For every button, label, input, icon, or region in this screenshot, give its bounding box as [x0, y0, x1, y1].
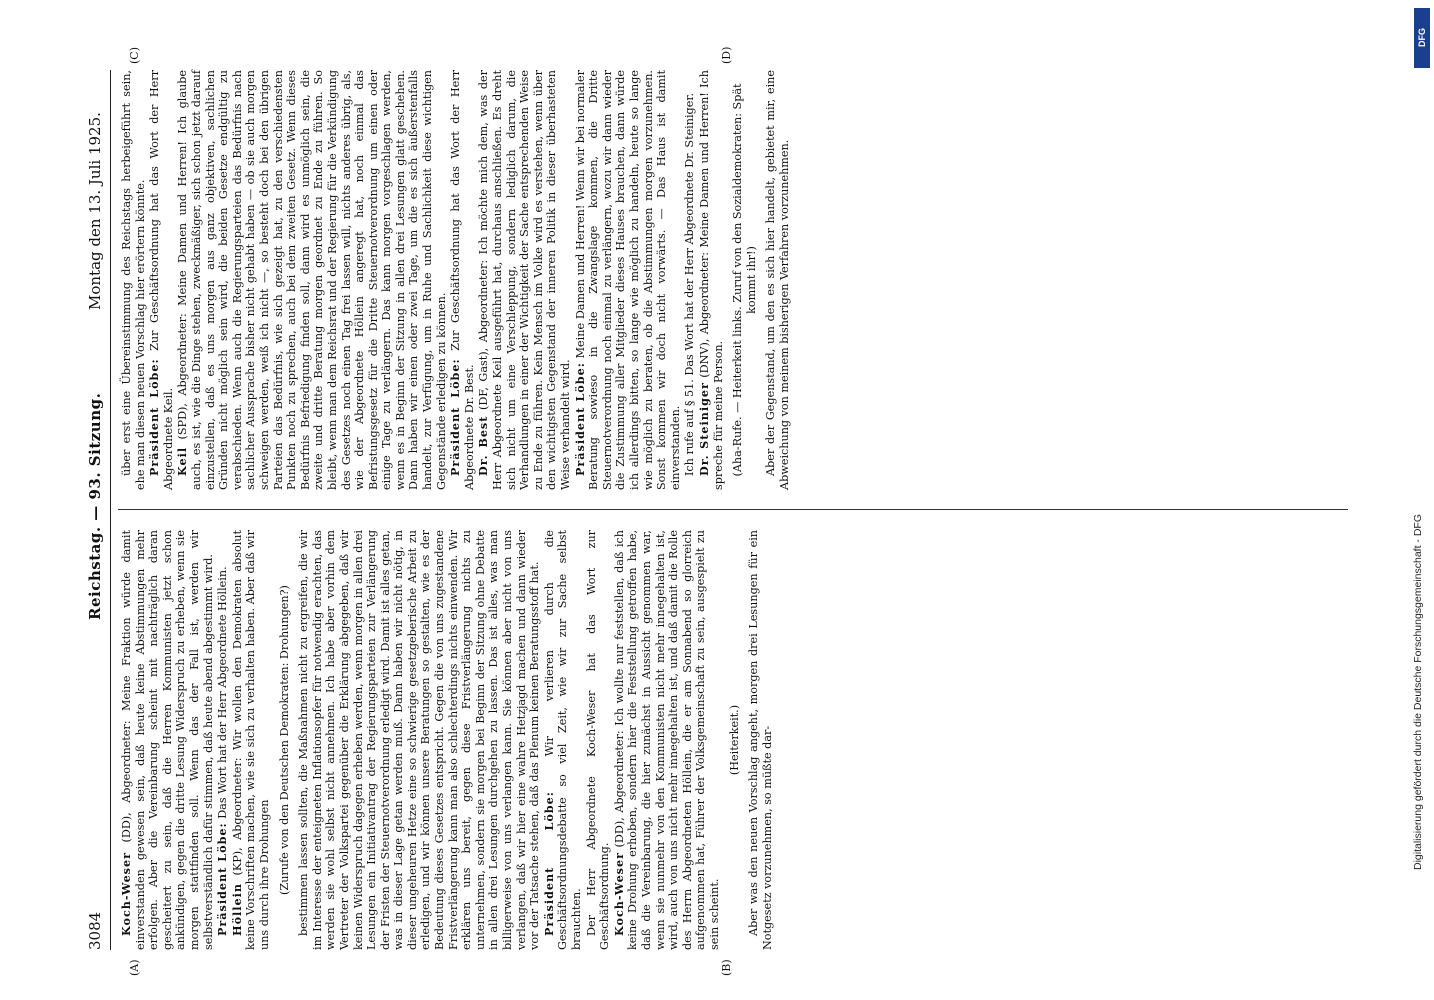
speech-text: Aber was den neuen Vorschlag angeht, morgen drei Lesungen für ein Notgesetz vorzunehmen, so müßte dar-: [747, 530, 774, 950]
speaker-name: Präsident Löbe:: [147, 358, 162, 476]
paragraph: [613, 530, 722, 950]
paragraph: [231, 530, 272, 950]
speech-text: (SPD), Abgeordneter: Meine Damen und Herren! Ich glaube auch, es ist, wie die Dinge stehen, zweckmäßiger, sich schon jetzt darauf einzustellen, daß es uns morgen aus ganz objektiven, sachlichen Gründen nicht möglich sein wird, die beiden Gesetze endgültig zu verabschieden. Wenn auch die Regierungsparteien das Bedürfnis nach sachlicher Aussprache bisher nicht gehabt haben — ob sie auch morgen schweigen werden, weiß ich nicht —, so besteht doch bei den übrigen Parteien das Bedürfnis, wie sich gezeigt hat, zu den verschiedensten Punkten noch zu sprechen, auch bei dem zweiten Gesetz. Wenn dieses Bedürfnis Befriedigung finden soll, dann wird es unmöglich sein, die zweite und dritte Beratung morgen geordnet zu Ende zu führen. So bleibt, wenn man dem Reichsrat und der Regierung für die Verkündigung des Gesetzes noch einen Tag frei lassen will, nichts anderes übrig, als, wie der Abgeordnete Höllein angeregt hat, noch einmal das Befristungsgesetz für die Dritte Steuernotverordnung um einen oder einige Tage zu verlängern. Das kann morgen vorgeschlagen werden, wenn es in Beginn der Sitzung in allen drei Lesungen glatt geschehen. Dann haben wir einen oder zwei Tage, um die es sich äußerstenfalls handelt, zur Verfügung, um in Ruhe und Sachlichkeit diese wichtigen Gegenstände erledigen zu können.: [176, 70, 448, 490]
speech-text: (DNV), Abgeordneter: Meine Damen und Herren! Ich spreche für meine Person.: [697, 70, 725, 490]
speech-text: Zur Geschäftsordnung hat das Wort der Herr Abgeordnete Keil.: [148, 70, 175, 490]
speech-text: über erst eine Übereinstimmung des Reichstags herbeigeführt sein, ehe man diesen neuen Vorschlag hier erörtern könnte.: [120, 70, 147, 490]
session-title: Reichstag. — 93. Sitzung.: [86, 392, 104, 620]
speech-text: Der Herr Abgeordnete Koch-Weser hat das Wort zur Geschäftsordnung.: [584, 530, 612, 950]
column-divider: [118, 509, 1348, 510]
paragraph: [120, 530, 215, 950]
speech-text: (DD), Abgeordneter: Ich wollte nur feststellen, daß ich keine Drohung erhoben, sondern hier die Feststellung getroffen habe, daß die Vereinbarung, die hier zunächst in Aussicht genommen war, wenn sie nunmehr von den Kommunisten nicht mehr innegehalten ist, wird, auch von uns nicht mehr innegehalten ist, und daß damit die Rolle des Herrn Abgeordneten Höllein, die er am Sonnabend so glorreich aufgenommen hat, Führer der Volksgemeinschaft zu sein, ausgespielt zu sein scheint.: [612, 530, 721, 950]
funding-note: Digitalisierung gefördert durch die Deutsche Forschungsgemeinschaft - DFG: [1412, 513, 1424, 870]
paragraph: [747, 530, 774, 950]
speech-text: (DF, Gast), Abgeordneter: Ich möchte mich dem, was der Herr Abgeordnete Keil ausgeführt hat, durchaus anschließen. Es dreht sich nicht um eine Verschleppung, sondern lediglich darum, die Verhandlungen in einer der Wichtigkeit der Sache entsprechenden Weise zu Ende zu führen. Kein Mensch im Volke wird es verstehen, wenn über den wichtigsten Gegenstand der inneren Politik in dieser überhasteten Weise verhandelt wird.: [477, 70, 572, 490]
speaker-name: Dr. Best: [476, 415, 491, 476]
speaker-name: Präsident Löbe:: [541, 791, 556, 936]
funding-strip: [1408, 0, 1434, 1000]
interjection: (Aha-Rufe. — Heiterkeit links. Zuruf von den Sozialdemokraten: Spät kommt ihr!): [731, 83, 758, 477]
speaker-name: Koch-Weser: [611, 852, 626, 936]
right-column: [120, 70, 793, 490]
paragraph: [449, 70, 476, 490]
speech-text: Aber der Gegenstand, um den es sich hier handelt, gebietet mir, eine Abweichung von meinem bisherigen Verfahren vorzunehmen.: [764, 70, 791, 490]
speaker-name: Präsident Löbe:: [215, 822, 230, 936]
speaker-name: Dr. Steiniger: [696, 382, 711, 476]
page-header: [80, 70, 111, 950]
paragraph: [477, 70, 572, 490]
speech-text: (DD), Abgeordneter: Meine Fraktion würde damit einverstanden gewesen sein, daß heute keine Abstimmungen mehr erfolgen. Aber die Vereinbarung scheint mit nachträglich daran gescheitert zu sein, daß die Herren Kommunisten jetzt schon ankündigen, gegen die dritte Lesung Widerspruch zu erheben, wenn sie morgen stattfinden soll. Wenn das der Fall ist, werden wir selbstverständlich dafür stimmen, daß heute abend abgestimmt wird.: [120, 530, 215, 950]
margin-mark-d: (D): [720, 46, 733, 64]
speaker-name: Präsident Löbe:: [448, 358, 463, 476]
speaker-name: Keil: [175, 446, 190, 476]
paragraph: [683, 70, 697, 490]
paragraph: [216, 530, 230, 950]
page-number: 3084: [86, 911, 104, 950]
interjection: (Heiterkeit.): [727, 704, 741, 776]
paragraph: [585, 530, 612, 950]
margin-mark-a: (A): [128, 959, 141, 976]
speech-text: (KP), Abgeordneter: Wir wollen den Demokraten absolut keine Vorschriften machen, wie sie sich zu verhalten haben. Aber daß wir uns durch ihre Drohungen: [230, 530, 271, 950]
paragraph: [698, 70, 725, 490]
dfg-logo: DFG: [1414, 8, 1430, 68]
paragraph: [148, 70, 175, 490]
paragraph: [543, 530, 584, 950]
speech-text: Meine Damen und Herren! Wenn wir bei normaler Beratung sowieso in die Zwangslage kommen, die Dritte Steuernotverordnung noch einmal zu verlängern, wozu wir dann wieder die Zustimmung aller Mitglieder dieses Hauses brauchen, dann würde ich allerdings bitten, so lange wie möglich zu handeln, heute so lange wie möglich zu beraten, ob die Abstimmungen morgen vorzunehmen. Sonst kommen wir doch nicht vorwärts. — Das Haus ist damit einverstanden.: [573, 70, 682, 490]
speech-text: Ich rufe auf § 51. Das Wort hat der Herr Abgeordnete Dr. Steiniger.: [683, 92, 697, 476]
paragraph: [120, 70, 147, 490]
margin-mark-c: (C): [128, 47, 141, 64]
page-content: [80, 46, 1350, 976]
speaker-name: Koch-Weser: [119, 852, 133, 936]
margin-mark-b: (B): [720, 959, 733, 976]
speech-text: Wir verlieren durch die Geschäftsordnungsdebatte so viel Zeit, wie wir zur Sache selbst brauchten.: [542, 529, 583, 950]
paragraph: [176, 70, 448, 490]
speech-text: Zur Geschäftsordnung hat das Wort der Herr Abgeordnete Dr. Best.: [449, 70, 476, 490]
speech-text: Das Wort hat der Herr Abgeordnete Höllein.: [216, 566, 230, 823]
paragraph: [297, 530, 542, 950]
paragraph: [764, 70, 791, 490]
session-date: Montag den 13. Juli 1925.: [86, 112, 104, 310]
speech-text: bestimmen lassen sollten, die Maßnahmen nicht zu ergreifen, die wir im Interesse der enteigneten Inflationsopfer für notwendig erachten, das werden sie wohl selbst nicht annehmen. Ich habe aber vorhin dem Vertreter der Volkspartei gegenüber die Erklärung abgegeben, daß wir keinen Widerspruch dagegen erheben werden, wenn morgen in allen drei Lesungen ein Initiativantrag der Regierungsparteien zur Verlängerung der Fristen der Steuernotverordnung erledigt wird. Damit ist alles getan, was in dieser Lage getan werden muß. Dann haben wir nicht nötig, in dieser ungeheuren Hetze eine so schwierige gesetzgeberische Arbeit zu erledigen, und wir können unsere Beratungen so gestalten, wie es der Bedeutung dieses Gesetzes entspricht. Gegen die von uns zugestandene Fristverlängerung kann man also schlechterdings nichts einwenden. Wir erklären uns bereit, gegen diese Fristverlängerung nichts zu unternehmen, sondern sie morgen bei Beginn der Sitzung ohne Debatte in allen drei Lesungen durchgehen zu lassen. Das ist alles, was man billigerweise von uns verlangen kann. Sie können aber nicht von uns verlangen, daß wir hier eine wahre Hetzjagd machen und dann wieder vor der Tatsache stehen, daß das Plenum keinen Beratungsstoff hat.: [297, 530, 542, 950]
speaker-name: Höllein: [229, 882, 244, 936]
interjection: (Zurufe von den Deutschen Demokraten: Drohungen?): [277, 585, 291, 895]
left-column: [120, 530, 775, 950]
paragraph: [574, 70, 683, 490]
speaker-name: Präsident Löbe:: [572, 362, 587, 476]
